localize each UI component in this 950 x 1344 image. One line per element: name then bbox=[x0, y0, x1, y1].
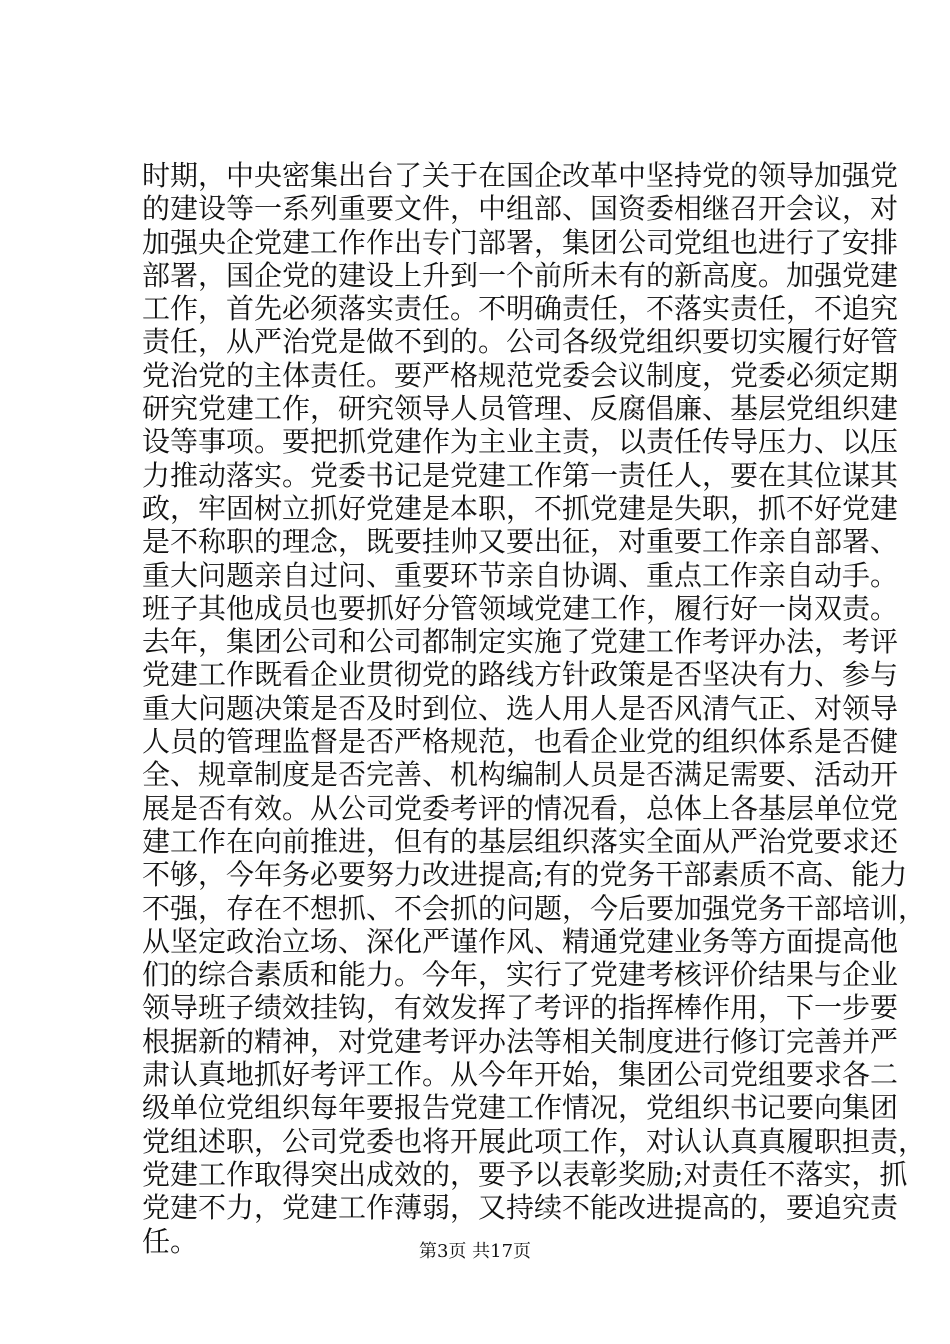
text-line-33: 任。 bbox=[142, 1224, 199, 1258]
text-line-7: 党治党的主体责任。要严格规范党委会议制度，党委必须定期 bbox=[142, 358, 899, 392]
text-line-9: 设等事项。要把抓党建作为主业主责，以责任传导压力、以压 bbox=[142, 425, 899, 459]
text-line-17: 重大问题决策是否及时到位、选人用人是否风清气正、对领导 bbox=[142, 691, 899, 725]
text-line-23: 不强，存在不想抓、不会抓的问题，今后要加强党务干部培训， bbox=[142, 891, 927, 925]
text-line-12: 是不称职的理念，既要挂帅又要出征，对重要工作亲自部署、 bbox=[142, 525, 899, 559]
text-line-24: 从坚定政治立场、深化严谨作风、精通党建业务等方面提高他 bbox=[142, 924, 899, 958]
text-line-22: 不够，今年务必要努力改进提高;有的党务干部素质不高、能力 bbox=[142, 858, 908, 892]
text-line-14: 班子其他成员也要抓好分管领域党建工作，履行好一岗双责。 bbox=[142, 591, 899, 625]
text-line-16: 党建工作既看企业贯彻党的路线方针政策是否坚决有力、参与 bbox=[142, 658, 899, 692]
text-line-30: 党组述职，公司党委也将开展此项工作，对认认真真履职担责， bbox=[142, 1124, 927, 1158]
text-line-11: 政，牢固树立抓好党建是本职，不抓党建是失职，抓不好党建 bbox=[142, 491, 899, 525]
page-number-footer: 第3页 共17页 bbox=[418, 1241, 532, 1262]
text-line-27: 根据新的精神，对党建考评办法等相关制度进行修订完善并严 bbox=[142, 1024, 899, 1058]
text-line-13: 重大问题亲自过问、重要环节亲自协调、重点工作亲自动手。 bbox=[142, 558, 899, 592]
text-line-25: 们的综合素质和能力。今年，实行了党建考核评价结果与企业 bbox=[142, 958, 899, 992]
text-line-31: 党建工作取得突出成效的，要予以表彰奖励;对责任不落实，抓 bbox=[142, 1157, 908, 1191]
text-line-26: 领导班子绩效挂钩，有效发挥了考评的指挥棒作用，下一步要 bbox=[142, 991, 899, 1025]
text-line-19: 全、规章制度是否完善、机构编制人员是否满足需要、活动开 bbox=[142, 758, 899, 792]
text-line-15: 去年，集团公司和公司都制定实施了党建工作考评办法，考评 bbox=[142, 625, 899, 659]
text-line-10: 力推动落实。党委书记是党建工作第一责任人，要在其位谋其 bbox=[142, 458, 899, 492]
text-line-32: 党建不力，党建工作薄弱，又持续不能改进提高的，要追究责 bbox=[142, 1191, 899, 1225]
text-line-1: 时期，中央密集出台了关于在国企改革中坚持党的领导加强党 bbox=[142, 159, 899, 192]
text-line-18: 人员的管理监督是否严格规范，也看企业党的组织体系是否健 bbox=[142, 725, 899, 759]
text-line-20: 展是否有效。从公司党委考评的情况看，总体上各基层单位党 bbox=[142, 791, 899, 825]
text-line-5: 工作，首先必须落实责任。不明确责任，不落实责任，不追究 bbox=[142, 292, 899, 326]
text-line-8: 研究党建工作，研究领导人员管理、反腐倡廉、基层党组织建 bbox=[142, 392, 899, 426]
text-line-2: 的建设等一系列重要文件，中组部、国资委相继召开会议，对 bbox=[142, 192, 899, 226]
text-line-29: 级单位党组织每年要报告党建工作情况，党组织书记要向集团 bbox=[142, 1091, 899, 1125]
body-paragraph bbox=[142, 159, 927, 1258]
text-line-6: 责任，从严治党是做不到的。公司各级党组织要切实履行好管 bbox=[142, 325, 899, 359]
text-line-28: 肃认真地抓好考评工作。从今年开始，集团公司党组要求各二 bbox=[142, 1058, 899, 1092]
text-line-21: 建工作在向前推进，但有的基层组织落实全面从严治党要求还 bbox=[142, 824, 899, 858]
text-line-4: 部署，国企党的建设上升到一个前所未有的新高度。加强党建 bbox=[142, 258, 899, 292]
text-line-3: 加强央企党建工作作出专门部署，集团公司党组也进行了安排 bbox=[142, 225, 899, 259]
